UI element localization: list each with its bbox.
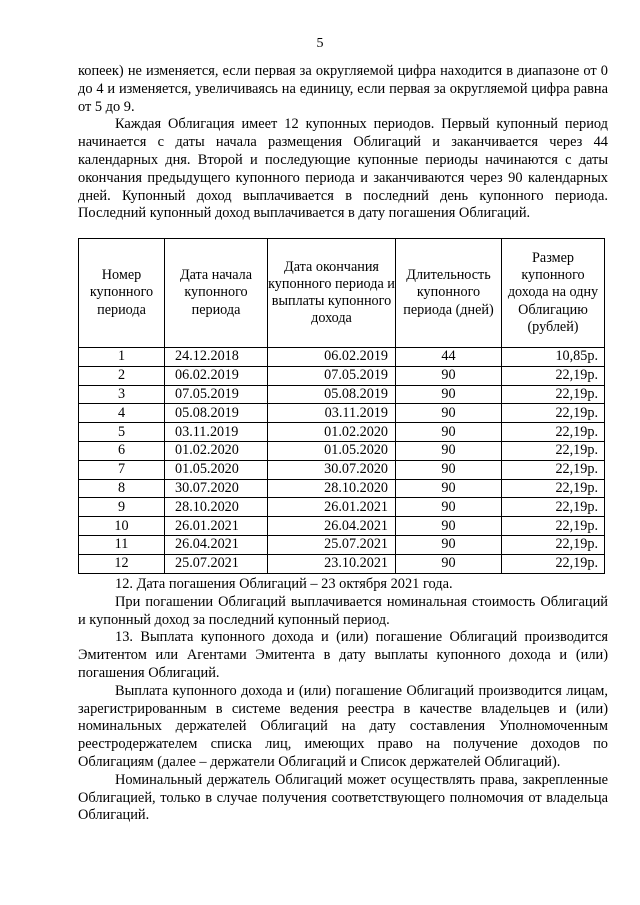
table-row (79, 535, 605, 554)
cell-coupon-number: 4 (79, 404, 165, 423)
cell-coupon-number: 3 (79, 385, 165, 404)
cell-end-date: 28.10.2020 (268, 479, 396, 498)
cell-coupon-amount: 22,19р. (502, 479, 605, 498)
paragraph-payment: 13. Выплата купонного дохода и (или) погашение Облигаций производится Эмитентом или Агентами Эмитента в дату выплаты купонного дохода и (или) погашения Облигаций. (78, 629, 608, 681)
table-row (79, 517, 605, 536)
cell-start-date: 01.05.2020 (165, 460, 268, 479)
cell-coupon-amount: 22,19р. (502, 385, 605, 404)
table-body (79, 348, 605, 574)
header-duration: Длительность купонного периода (дней) (396, 239, 502, 348)
cell-coupon-number: 7 (79, 460, 165, 479)
cell-coupon-amount: 22,19р. (502, 535, 605, 554)
paragraph-redemption: При погашении Облигаций выплачивается номинальная стоимость Облигаций и купонный доход за последний купонный период. (78, 593, 608, 628)
cell-end-date: 01.02.2020 (268, 423, 396, 442)
cell-end-date: 06.02.2019 (268, 348, 396, 367)
cell-start-date: 07.05.2019 (165, 385, 268, 404)
cell-coupon-number: 5 (79, 423, 165, 442)
header-coupon-number: Номер купонного периода (79, 239, 165, 348)
cell-duration: 90 (396, 479, 502, 498)
cell-coupon-amount: 10,85р. (502, 348, 605, 367)
table-row (79, 423, 605, 442)
header-start-date: Дата начала купонного периода (165, 239, 268, 348)
cell-end-date: 25.07.2021 (268, 535, 396, 554)
cell-coupon-number: 8 (79, 479, 165, 498)
cell-end-date: 30.07.2020 (268, 460, 396, 479)
cell-end-date: 07.05.2019 (268, 366, 396, 385)
cell-coupon-amount: 22,19р. (502, 404, 605, 423)
cell-coupon-number: 11 (79, 535, 165, 554)
header-coupon-amount: Размер купонного дохода на одну Облигацию (рублей) (502, 239, 605, 348)
table-header-row (79, 239, 605, 348)
cell-duration: 90 (396, 404, 502, 423)
cell-start-date: 30.07.2020 (165, 479, 268, 498)
cell-end-date: 26.04.2021 (268, 517, 396, 536)
table-row (79, 479, 605, 498)
paragraph-maturity-date: 12. Дата погашения Облигаций – 23 октября 2021 года. (115, 576, 453, 592)
cell-duration: 90 (396, 385, 502, 404)
table-row (79, 498, 605, 517)
cell-start-date: 03.11.2019 (165, 423, 268, 442)
cell-coupon-number: 1 (79, 348, 165, 367)
cell-duration: 44 (396, 348, 502, 367)
cell-end-date: 05.08.2019 (268, 385, 396, 404)
cell-start-date: 26.01.2021 (165, 517, 268, 536)
table-row (79, 460, 605, 479)
cell-duration: 90 (396, 366, 502, 385)
cell-coupon-number: 10 (79, 517, 165, 536)
cell-coupon-number: 2 (79, 366, 165, 385)
table-row (79, 385, 605, 404)
cell-end-date: 23.10.2021 (268, 554, 396, 573)
cell-end-date: 03.11.2019 (268, 404, 396, 423)
cell-start-date: 28.10.2020 (165, 498, 268, 517)
paragraph-coupon-periods: Каждая Облигация имеет 12 купонных периодов. Первый купонный период начинается с даты начала размещения Облигаций и заканчивается через 44 календарных дня. Второй и последующие купонные периоды начинаются с даты окончания предыдущего купонного периода и заканчиваются через 90 календарных дней. Купонный доход выплачивается в последний день купонного периода. Последний купонный доход выплачивается в дату погашения Облигаций. (78, 116, 608, 222)
cell-start-date: 25.07.2021 (165, 554, 268, 573)
cell-coupon-number: 6 (79, 441, 165, 460)
cell-duration: 90 (396, 517, 502, 536)
cell-end-date: 01.05.2020 (268, 441, 396, 460)
cell-coupon-amount: 22,19р. (502, 441, 605, 460)
cell-duration: 90 (396, 441, 502, 460)
cell-end-date: 26.01.2021 (268, 498, 396, 517)
cell-coupon-amount: 22,19р. (502, 517, 605, 536)
table-row (79, 404, 605, 423)
cell-coupon-amount: 22,19р. (502, 460, 605, 479)
cell-start-date: 06.02.2019 (165, 366, 268, 385)
cell-start-date: 24.12.2018 (165, 348, 268, 367)
cell-duration: 90 (396, 423, 502, 442)
cell-duration: 90 (396, 498, 502, 517)
bottom-text-block (78, 576, 608, 825)
paragraph-payees: Выплата купонного дохода и (или) погашение Облигаций производится лицам, зарегистрированным в системе ведения реестра в качестве владельцев и (или) номинальных держателей Облигаций на дату составления Уполномоченным реестродержателем списка лиц, имеющих право на получение доходов по Облигациям (далее – держатели Облигаций и Список держателей Облигаций). (78, 682, 608, 770)
cell-start-date: 26.04.2021 (165, 535, 268, 554)
cell-duration: 90 (396, 554, 502, 573)
table-row (79, 441, 605, 460)
cell-duration: 90 (396, 535, 502, 554)
table-row (79, 348, 605, 367)
table-row (79, 554, 605, 573)
cell-coupon-number: 12 (79, 554, 165, 573)
coupon-table (78, 238, 605, 574)
cell-coupon-amount: 22,19р. (502, 498, 605, 517)
cell-start-date: 05.08.2019 (165, 404, 268, 423)
paragraph-rounding-rule: копеек) не изменяется, если первая за округляемой цифра находится в диапазоне от 0 до 4 и изменяется, увеличиваясь на единицу, если первая за округляемой цифра равна от 5 до 9. (78, 63, 608, 115)
top-text-block (78, 63, 608, 223)
page-number: 5 (316, 36, 324, 51)
cell-coupon-amount: 22,19р. (502, 554, 605, 573)
cell-duration: 90 (396, 460, 502, 479)
table-row (79, 366, 605, 385)
cell-coupon-number: 9 (79, 498, 165, 517)
cell-start-date: 01.02.2020 (165, 441, 268, 460)
header-end-date: Дата окончания купонного периода и выплаты купонного дохода (268, 239, 396, 348)
cell-coupon-amount: 22,19р. (502, 423, 605, 442)
cell-coupon-amount: 22,19р. (502, 366, 605, 385)
coupon-table-wrapper (78, 238, 605, 574)
paragraph-nominee: Номинальный держатель Облигаций может осуществлять права, закрепленные Облигацией, только в случае получения соответствующего полномочия от владельца Облигаций. (78, 771, 608, 824)
